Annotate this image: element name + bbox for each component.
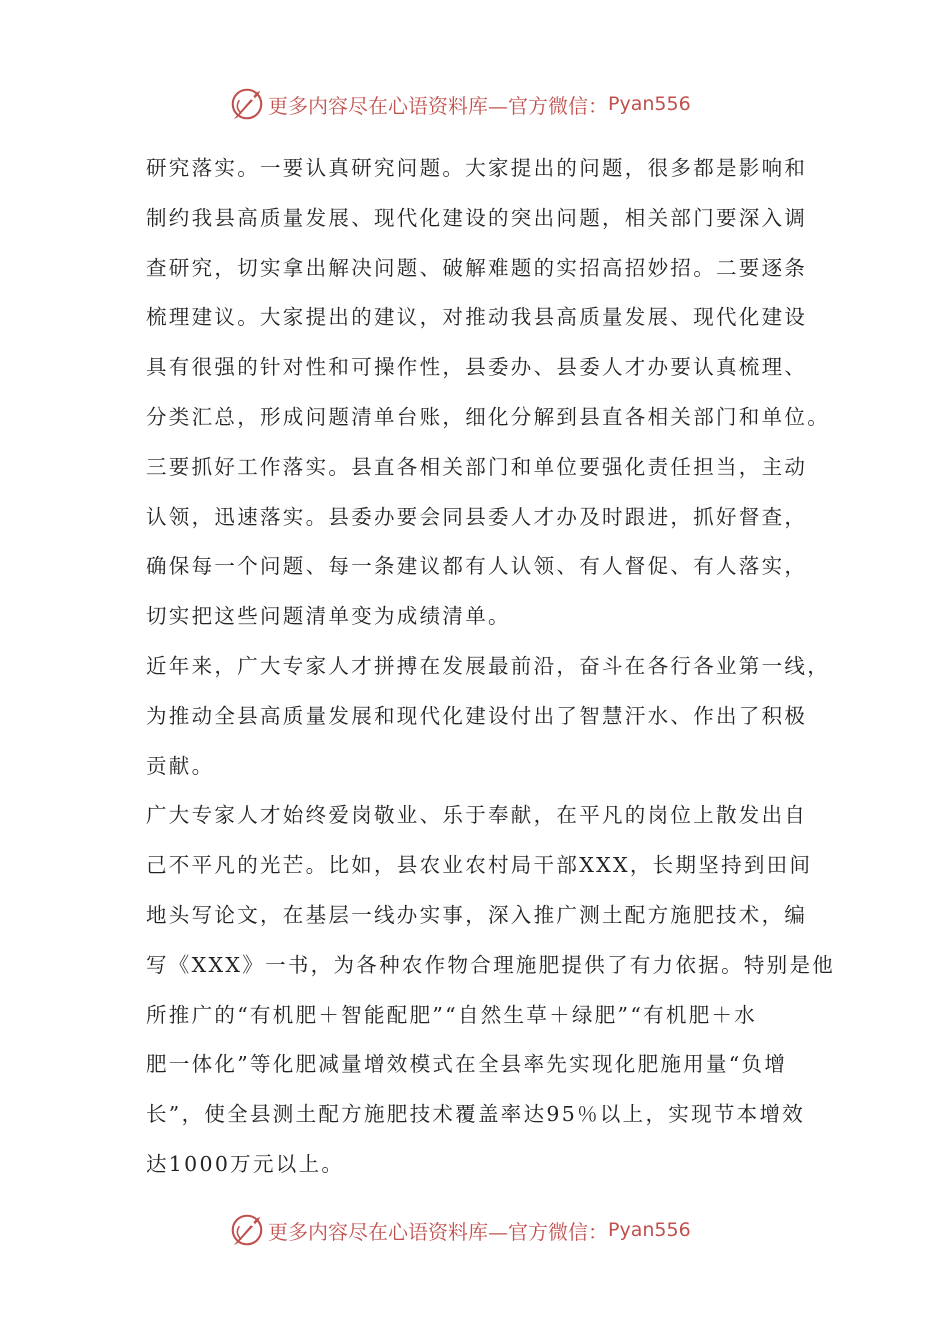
banner-text: 更多内容尽在心语资料库—官方微信： [268,1219,608,1244]
quill-logo-icon [228,1211,266,1249]
paragraph-3 [146,791,836,1189]
banner-account: Pyan556 [608,1219,691,1241]
text-line: 近年来，广大专家人才拼搏在发展最前沿，奋斗在各行各业第一线， [146,653,830,678]
text-line: 地头写论文，在基层一线办实事，深入推广测土配方施肥技术，编 [146,902,808,927]
text-line: 认领，迅速落实。县委办要会同县委人才办及时跟进，抓好督查， [146,504,808,529]
text-line: 具有很强的针对性和可操作性，县委办、县委人才办要认真梳理、 [146,355,808,380]
text-line: 写《XXX》一书，为各种农作物合理施肥提供了有力依据。特别是他 [146,952,836,977]
text-line: 广大专家人才始终爱岗敬业、乐于奉献，在平凡的岗位上散发出自 [146,803,808,828]
paragraph-2 [146,642,836,791]
text-line: 三要抓好工作落实。县直各相关部门和单位要强化责任担当，主动 [146,454,808,479]
text-line: 达1000万元以上。 [146,1151,345,1176]
text-line: 长”，使全县测土配方施肥技术覆盖率达95％以上，实现节本增效 [146,1102,806,1127]
text-line: 研究落实。一要认真研究问题。大家提出的问题，很多都是影响和 [146,156,808,180]
text-line: 确保每一个问题、每一条建议都有人认领、有人督促、有人落实， [146,554,808,579]
footer-banner [228,1210,788,1250]
paragraph-1 [146,144,836,642]
text-line: 梳理建议。大家提出的建议，对推动我县高质量发展、现代化建设 [146,305,808,330]
text-line: 为推动全县高质量发展和现代化建设付出了智慧汗水、作出了积极 [146,703,808,728]
text-line: 己不平凡的光芒。比如，县农业农村局干部XXX，长期坚持到田间 [146,853,813,878]
text-line: 切实把这些问题清单变为成绩清单。 [146,604,511,629]
banner-account: Pyan556 [608,93,691,115]
text-line: 分类汇总，形成问题清单台账，细化分解到县直各相关部门和单位。 [146,404,830,429]
banner-text: 更多内容尽在心语资料库—官方微信： [268,93,608,118]
text-line: 查研究，切实拿出解决问题、破解难题的实招高招妙招。二要逐条 [146,255,808,280]
text-line: 制约我县高质量发展、现代化建设的突出问题，相关部门要深入调 [146,205,808,230]
document-body [146,144,836,1190]
text-line: 所推广的“有机肥＋智能配肥”“自然生草＋绿肥”“有机肥＋水 [146,1002,758,1027]
text-line: 贡献。 [146,753,215,778]
quill-logo-icon [228,85,266,123]
text-line: 肥一体化”等化肥减量增效模式在全县率先实现化肥施用量“负增 [146,1052,788,1077]
header-banner [228,84,788,124]
